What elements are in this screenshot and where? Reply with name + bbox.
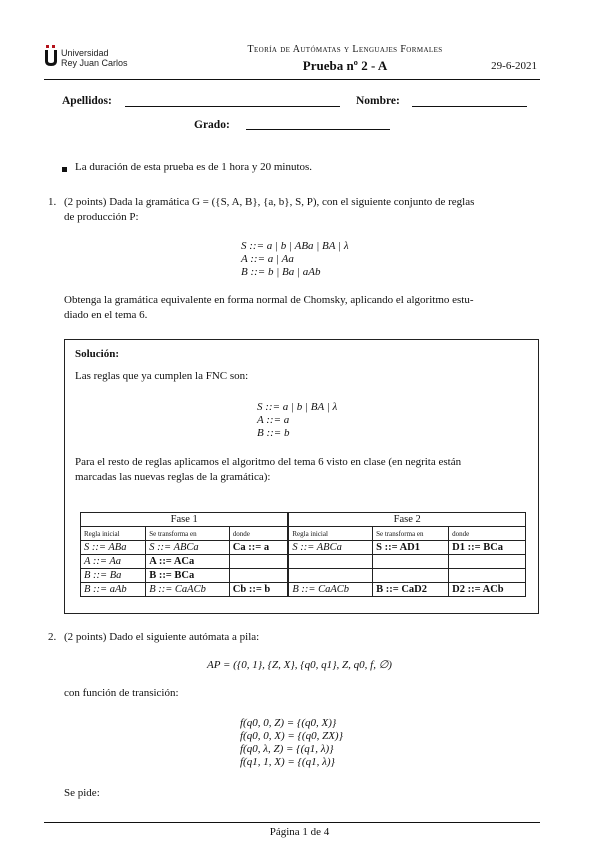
university-line1: Universidad [61,48,109,58]
table-cell: B ::= CaD2 [373,583,449,597]
question1-number: 1. [48,196,57,208]
grade-field[interactable] [246,129,390,130]
table-cell [449,569,526,583]
phase1-header: Fase 1 [81,513,289,527]
column-header: Regla inicial [81,527,146,541]
table-cell: S ::= ABCa [146,541,230,555]
grammar-rule: B ::= b | Ba | aAb [241,266,321,278]
column-header: Regla inicial [288,527,372,541]
surname-label: Apellidos: [62,95,112,107]
automaton-definition: AP = ({0, 1}, {Z, X}, {q0, q1}, Z, q0, f, ∅) [207,659,392,671]
table-cell: Ca ::= a [229,541,288,555]
footer-divider [44,822,540,823]
table-cell: B ::= CaACb [288,583,372,597]
question1-task-line2: diado en el tema 6. [64,309,148,321]
question1-grammar [241,240,349,279]
name-label: Nombre: [356,95,400,107]
transition-function [240,717,343,769]
fnc-rule: B ::= b [257,427,290,439]
duration-note: La duración de esta prueba es de 1 hora y 20 minutos. [75,161,313,173]
page-number: Página 1 de 4 [269,826,330,838]
column-header: Se transforma en [146,527,230,541]
question2-ask: Se pide: [64,787,100,799]
table-cell: B ::= aAb [81,583,146,597]
course-title: Teoría de Autómatas y Lenguajes Formales [247,44,443,55]
fnc-rule: S ::= a | b | BA | λ [257,401,338,413]
grammar-rule: A ::= a | Aa [241,253,294,265]
transition-rule: f(q0, λ, Z) = {(q1, λ)} [240,743,334,755]
question1-statement [64,195,540,225]
transition-rule: f(q0, 0, Z) = {(q0, X)} [240,717,337,729]
solution-title: Solución: [75,348,120,360]
question1-task [64,293,540,323]
table-cell [288,569,372,583]
table-row [81,569,526,583]
column-header: donde [229,527,288,541]
table-cell [373,569,449,583]
question2-statement: (2 points) Dado el siguiente autómata a pila: [64,631,260,643]
table-row [81,583,526,597]
table-cell: S ::= ABCa [288,541,372,555]
bullet-icon [62,167,67,172]
table-cell [373,555,449,569]
column-header: donde [449,527,526,541]
table-cell: B ::= BCa [146,569,230,583]
table-cell: S ::= AD1 [373,541,449,555]
transition-rule: f(q1, 1, X) = {(q1, λ)} [240,756,335,768]
university-logo-icon [44,45,58,67]
exam-date: 29-6-2021 [491,60,537,72]
grammar-rule: S ::= a | b | ABa | BA | λ [241,240,349,252]
phase2-header: Fase 2 [288,513,525,527]
transformation-table [80,512,526,597]
fnc-transformation-table [80,512,526,597]
solution-fnc-rules [257,401,337,440]
table-cell: D2 ::= ACb [449,583,526,597]
table-cell [229,555,288,569]
transition-intro: con función de transición: [64,687,179,699]
table-cell: Cb ::= b [229,583,288,597]
grade-label: Grado: [194,119,230,131]
surname-field[interactable] [125,106,340,107]
fnc-rule: A ::= a [257,414,290,426]
exam-title: Prueba nº 2 - A [302,58,388,73]
university-line2: Rey Juan Carlos [61,58,128,68]
solution-intro: Las reglas que ya cumplen la FNC son: [75,370,249,382]
table-cell: B ::= CaACb [146,583,230,597]
table-cell: A ::= ACa [146,555,230,569]
table-cell [229,569,288,583]
table-cell: S ::= ABa [81,541,146,555]
transition-rule: f(q0, 0, X) = {(q0, ZX)} [240,730,343,742]
table-row [81,555,526,569]
question1-task-line1: Obtenga la gramática equivalente en forma normal de Chomsky, aplicando el algoritmo estu- [64,294,474,306]
table-cell: D1 ::= BCa [449,541,526,555]
solution-note-line2: marcadas las nuevas reglas de la gramática): [75,471,271,483]
name-field[interactable] [412,106,527,107]
solution-note-line1: Para el resto de reglas aplicamos el algoritmo del tema 6 visto en clase (en negrita están [75,456,462,468]
table-cell [288,555,372,569]
university-name [61,48,128,68]
question1-statement-line1: (2 points) Dada la gramática G = ({S, A, B}, {a, b}, S, P), con el siguiente conjunto de reglas [64,196,475,208]
table-cell: A ::= Aa [81,555,146,569]
question1-statement-line2: de producción P: [64,211,139,223]
solution-note [75,455,533,485]
table-cell: B ::= Ba [81,569,146,583]
table-row [81,541,526,555]
question2-number: 2. [48,631,57,643]
header-divider [44,79,540,80]
column-header: Se transforma en [373,527,449,541]
table-cell [449,555,526,569]
